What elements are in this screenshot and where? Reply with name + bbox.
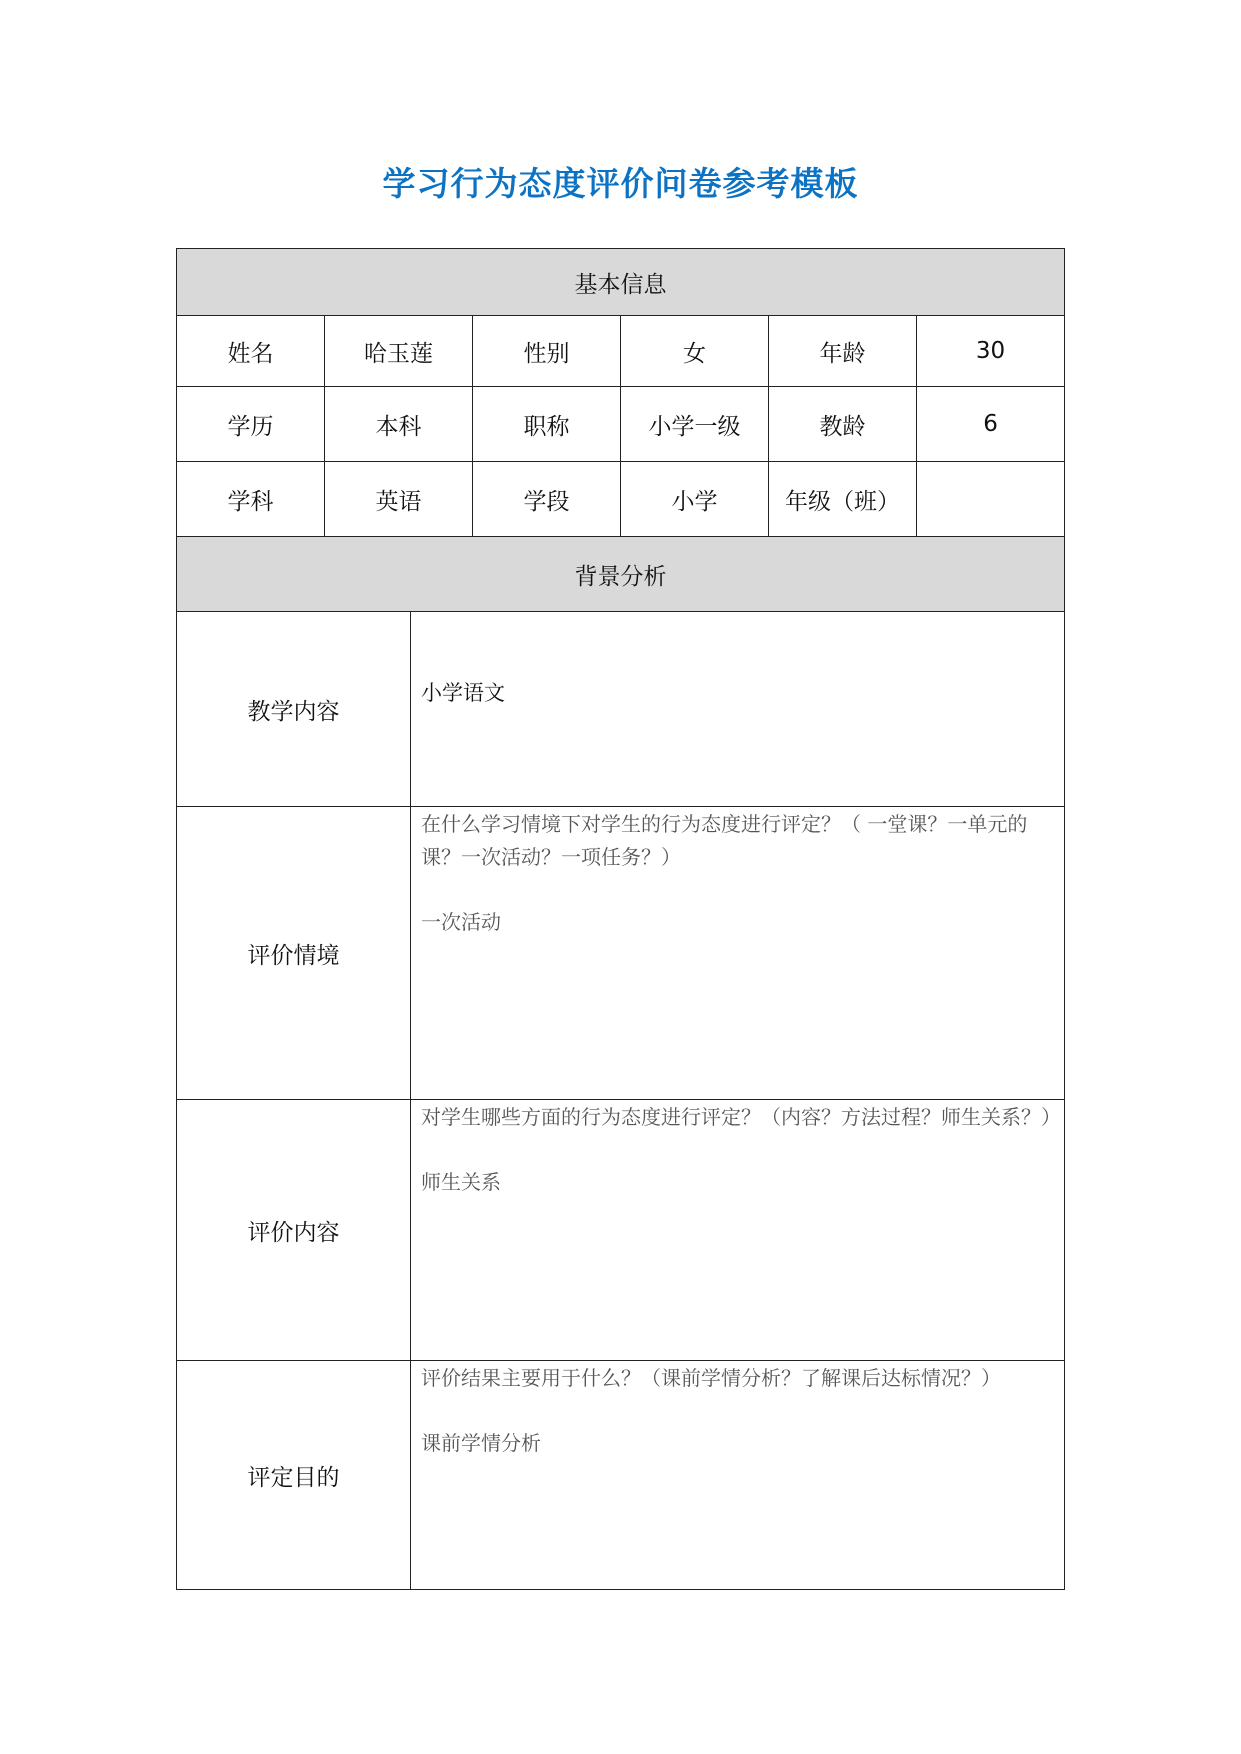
info-row-2: [177, 387, 1065, 462]
teaching-years-value[interactable]: 6: [917, 387, 1065, 462]
title-label: 职称: [473, 387, 621, 462]
evaluation-content-cell[interactable]: [411, 1100, 1065, 1361]
evaluation-context-cell[interactable]: [411, 807, 1065, 1100]
education-value[interactable]: 本科: [325, 387, 473, 462]
gender-label: 性别: [473, 316, 621, 387]
evaluation-context-label: 评价情境: [177, 807, 411, 1100]
page-title: 学习行为态度评价问卷参考模板: [382, 164, 859, 203]
school-stage-label: 学段: [473, 462, 621, 537]
grade-class-label: 年级（班）: [769, 462, 917, 537]
grade-class-value[interactable]: [917, 462, 1065, 537]
basic-info-header: 基本信息: [177, 249, 1065, 316]
evaluation-purpose-answer: 课前学情分析: [421, 1431, 541, 1455]
evaluation-purpose-prompt: 评价结果主要用于什么？（课前学情分析？了解课后达标情况？）: [421, 1366, 1001, 1390]
school-stage-value[interactable]: 小学: [621, 462, 769, 537]
info-row-3: [177, 462, 1065, 537]
gender-value[interactable]: 女: [621, 316, 769, 387]
subject-value[interactable]: 英语: [325, 462, 473, 537]
evaluation-content-label: 评价内容: [177, 1100, 411, 1361]
background-row-evaluation-purpose: [177, 1361, 1065, 1590]
evaluation-content-prompt: 对学生哪些方面的行为态度进行评定？（内容？方法过程？师生关系？）: [421, 1105, 1061, 1129]
evaluation-purpose-cell[interactable]: [411, 1361, 1065, 1590]
teaching-content-cell[interactable]: [411, 612, 1065, 807]
teaching-content-label: 教学内容: [177, 612, 411, 807]
name-label: 姓名: [177, 316, 325, 387]
evaluation-form-table: [176, 248, 1065, 1590]
evaluation-purpose-label: 评定目的: [177, 1361, 411, 1590]
background-row-evaluation-content: [177, 1100, 1065, 1361]
name-value[interactable]: 哈玉莲: [325, 316, 473, 387]
info-row-1: [177, 316, 1065, 387]
age-value[interactable]: 30: [917, 316, 1065, 387]
age-label: 年龄: [769, 316, 917, 387]
teaching-content-answer: 小学语文: [421, 681, 505, 705]
evaluation-content-answer: 师生关系: [421, 1170, 501, 1194]
education-label: 学历: [177, 387, 325, 462]
subject-label: 学科: [177, 462, 325, 537]
background-row-evaluation-context: [177, 807, 1065, 1100]
title-value[interactable]: 小学一级: [621, 387, 769, 462]
evaluation-context-answer: 一次活动: [421, 910, 501, 934]
background-row-teaching-content: [177, 612, 1065, 807]
background-header: 背景分析: [177, 537, 1065, 612]
evaluation-context-prompt: 在什么学习情境下对学生的行为态度进行评定？（ 一堂课？一单元的课？一次活动？一项任务？）: [421, 812, 1028, 869]
teaching-years-label: 教龄: [769, 387, 917, 462]
